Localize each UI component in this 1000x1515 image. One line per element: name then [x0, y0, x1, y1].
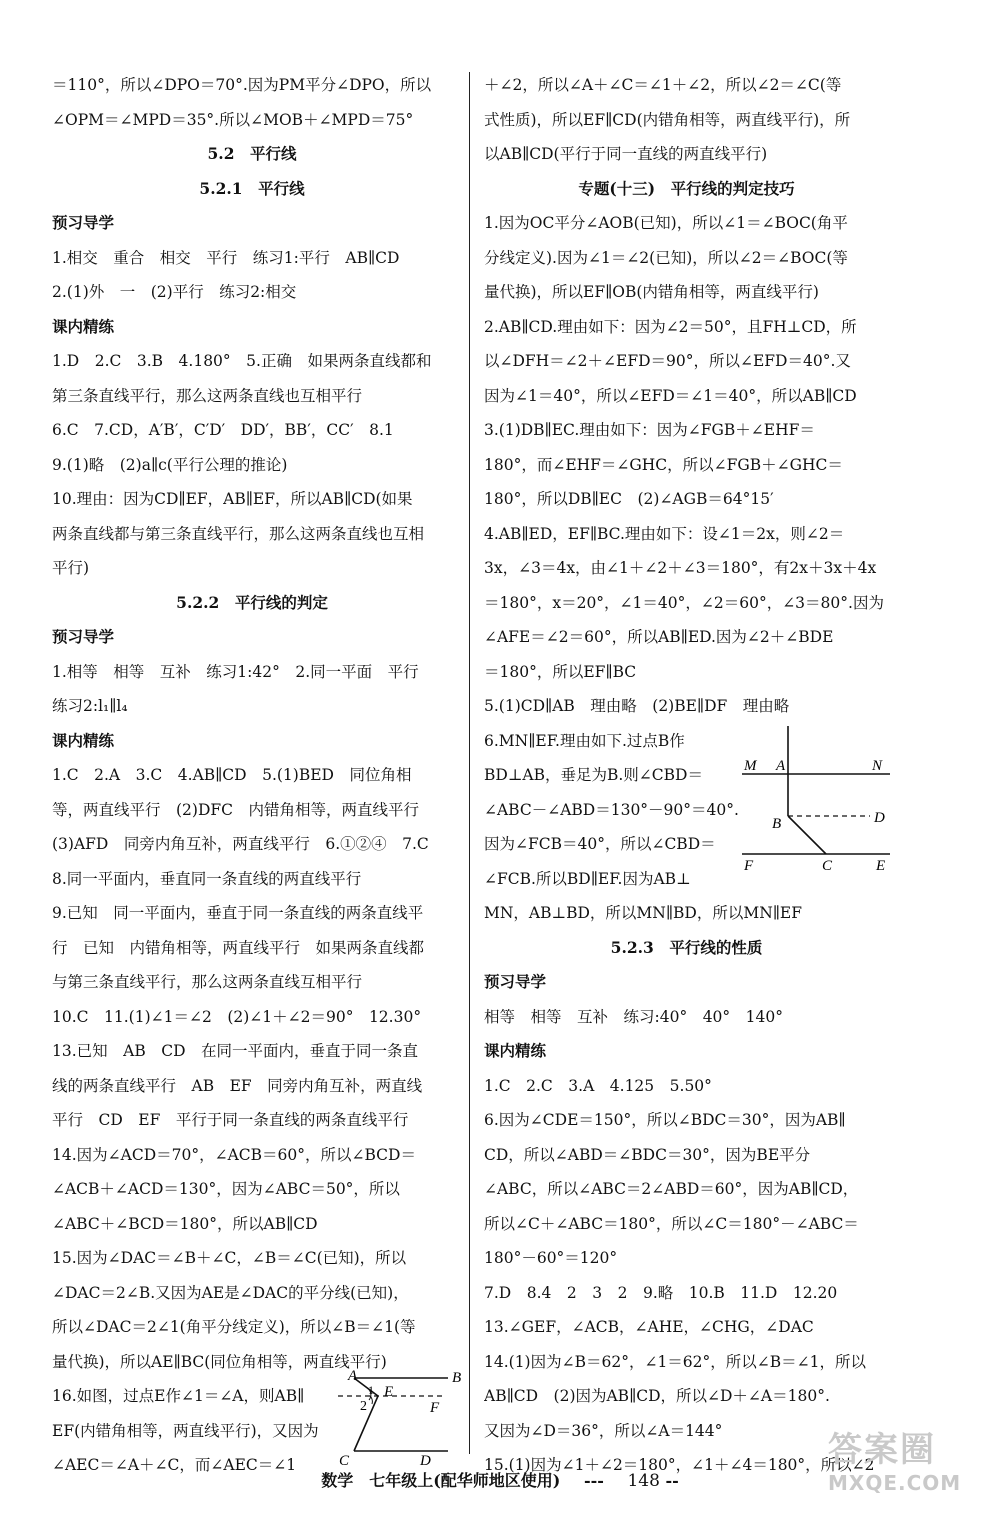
label-N: N	[872, 758, 883, 774]
text-line: 相等 相等 互补 练习:40° 40° 140°	[484, 1007, 784, 1026]
text-line: BD⊥AB，垂足为B.则∠CBD＝	[484, 766, 703, 784]
text-line: 平行 CD EF 平行于同一条直线的两条直线平行	[52, 1111, 409, 1129]
text-line: ∠AEC＝∠A＋∠C，而∠AEC＝∠1	[52, 1456, 297, 1474]
text-line: CD，所以∠ABD＝∠BDC＝30°，因为BE平分	[484, 1145, 811, 1164]
text-line: 2.AB∥CD.理由如下：因为∠2＝50°，且FH⊥CD，所	[484, 317, 857, 336]
text-line: ＝180°，所以EF∥BC	[484, 662, 637, 681]
text-line: 4.AB∥ED，EF∥BC.理由如下：设∠1＝2x，则∠2＝	[484, 524, 845, 543]
text-line: 与第三条直线平行，那么这两条直线互相平行	[52, 973, 363, 991]
text-line: 14.(1)因为∠B＝62°，∠1＝62°，所以∠B＝∠1，所以	[484, 1352, 867, 1371]
subsection-heading: 课内精练	[52, 316, 115, 336]
text-line: 量代换)，所以EF∥OB(内错角相等，两直线平行)	[484, 283, 819, 301]
text-line: 9.(1)略 (2)a∥c(平行公理的推论)	[52, 455, 288, 474]
text-line: ＋∠2，所以∠A＋∠C＝∠1＋∠2，所以∠2＝∠C(等	[484, 76, 842, 94]
text-line: 1.因为OC平分∠AOB(已知)，所以∠1＝∠BOC(角平	[484, 214, 848, 232]
figure-q16	[336, 1368, 466, 1468]
text-line: 3.(1)DB∥EC.理由如下：因为∠FGB＋∠EHF＝	[484, 421, 815, 439]
label-2: 2	[360, 1399, 367, 1414]
text-line: 6.MN∥EF.理由如下.过点B作	[484, 731, 685, 750]
text-line: 9.已知 同一平面内，垂直于同一条直线的两条直线平	[52, 904, 424, 922]
label-M: M	[744, 758, 757, 774]
label-D: D	[420, 1453, 431, 1468]
label-C: C	[822, 858, 833, 874]
text-line: 式性质)，所以EF∥CD(内错角相等，两直线平行)，所	[484, 110, 851, 129]
subsection-heading: 课内精练	[52, 730, 115, 750]
text-line: 1.C 2.A 3.C 4.AB∥CD 5.(1)BED 同位角相	[52, 766, 412, 784]
text-line: 13.已知 AB CD 在同一平面内，垂直于同一条直	[52, 1042, 419, 1060]
watermark-brand: 答案圈	[828, 1430, 936, 1470]
footer-dash-right: --	[665, 1471, 679, 1490]
text-line: 8.同一平面内，垂直同一条直线的两直线平行	[52, 869, 362, 888]
text-line: 180°，所以DB∥EC (2)∠AGB＝64°15′	[484, 490, 774, 508]
text-line: ＝110°，所以∠DPO＝70°.因为PM平分∠DPO，所以	[52, 76, 432, 94]
text-line: ∠ACB＋∠ACD＝130°，因为∠ABC＝50°，所以	[52, 1180, 400, 1198]
text-line: 6.C 7.CD，A′B′，C′D′ DD′，BB′，CC′ 8.1	[52, 421, 394, 439]
text-line: ∠ABC－∠ABD＝130°－90°＝40°.	[484, 800, 739, 819]
text-line: MN，AB⊥BD，所以MN∥BD，所以MN∥EF	[484, 904, 802, 922]
label-F: F	[430, 1400, 440, 1416]
footer-dash: ---	[583, 1471, 604, 1490]
text-line: 又因为∠D＝36°，所以∠A＝144°	[484, 1421, 723, 1440]
text-line: 1.C 2.C 3.A 4.125 5.50°	[484, 1076, 712, 1095]
label-C: C	[339, 1453, 350, 1468]
text-line: 3x，∠3＝4x，由∠1＋∠2＋∠3＝180°，有2x＋3x＋4x	[484, 559, 877, 577]
text-line: 15.因为∠DAC＝∠B＋∠C，∠B＝∠C(已知)，所以	[52, 1249, 407, 1267]
label-F: F	[744, 858, 754, 874]
section-heading: 5.2.2 平行线的判定	[176, 592, 328, 612]
text-line: 15.(1)因为∠1＋∠2＝180°，∠1＋∠4＝180°，所以∠2	[484, 1456, 875, 1474]
text-line: 180°－60°＝120°	[484, 1249, 618, 1267]
text-line: 14.因为∠ACD＝70°，∠ACB＝60°，所以∠BCD＝	[52, 1145, 416, 1164]
label-A: A	[776, 758, 786, 774]
label-B: B	[452, 1370, 462, 1386]
column-divider	[469, 72, 470, 1454]
text-line: ＝180°，x＝20°，∠1＝40°，∠2＝60°，∠3＝80°.因为	[484, 593, 884, 612]
text-line: ∠ABC，所以∠ABC＝2∠ABD＝60°，因为AB∥CD，	[484, 1180, 859, 1198]
text-line: 练习2:l₁∥l₄	[52, 697, 128, 715]
text-line: 以AB∥CD(平行于同一直线的两直线平行)	[484, 145, 768, 163]
text-line: AB∥CD (2)因为AB∥CD，所以∠D＋∠A＝180°.	[484, 1387, 830, 1405]
subsection-heading: 预习导学	[52, 213, 115, 232]
text-line: 量代换)，所以AE∥BC(同位角相等，两直线平行)	[52, 1352, 387, 1371]
label-E: E	[876, 858, 886, 874]
text-line: 10.理由：因为CD∥EF，AB∥EF，所以AB∥CD(如果	[52, 490, 413, 508]
text-line: (3)AFD 同旁内角互补，两直线平行 6.①②④ 7.C	[52, 835, 429, 853]
text-line: 1.相等 相等 互补 练习1:42° 2.同一平面 平行	[52, 662, 419, 681]
text-line: 5.(1)CD∥AB 理由略 (2)BE∥DF 理由略	[484, 697, 790, 715]
text-line: 分线定义).因为∠1＝∠2(已知)，所以∠2＝∠BOC(等	[484, 248, 848, 267]
text-line: 因为∠FCB＝40°，所以∠CBD＝	[484, 835, 716, 853]
text-line: 行 已知 内错角相等，两直线平行 如果两条直线都	[52, 938, 425, 957]
text-line: 第三条直线平行，那么这两条直线也互相平行	[52, 386, 363, 405]
text-line: 6.因为∠CDE＝150°，所以∠BDC＝30°，因为AB∥	[484, 1111, 846, 1129]
subsection-heading: 预习导学	[484, 972, 547, 991]
text-line: 平行)	[52, 559, 90, 577]
text-line: 线的两条直线平行 AB EF 同旁内角互补，两直线	[52, 1076, 423, 1095]
text-line: 180°，而∠EHF＝∠GHC，所以∠FGB＋∠GHC＝	[484, 455, 843, 474]
label-D: D	[874, 810, 885, 826]
text-line: 10.C 11.(1)∠1＝∠2 (2)∠1＋∠2＝90° 12.30°	[52, 1007, 422, 1026]
label-1: 1	[368, 1383, 374, 1397]
section-heading: 5.2 平行线	[207, 144, 297, 163]
section-heading: 专题(十三) 平行线的判定技巧	[578, 178, 795, 198]
text-line: ∠FCB.所以BD∥EF.因为AB⊥	[484, 869, 691, 888]
text-line: 7.D 8.4 2 3 2 9.略 10.B 11.D 12.20	[484, 1283, 838, 1302]
text-line: 所以∠C＋∠ABC＝180°，所以∠C＝180°－∠ABC＝	[484, 1214, 859, 1233]
label-A: A	[348, 1368, 358, 1384]
text-line: ∠AFE＝∠2＝60°，所以AB∥ED.因为∠2＋∠BDE	[484, 628, 834, 646]
section-heading: 5.2.1 平行线	[199, 178, 305, 198]
subsection-heading: 课内精练	[484, 1041, 547, 1060]
label-B: B	[772, 816, 782, 832]
text-line: 16.如图，过点E作∠1＝∠A，则AB∥	[52, 1387, 305, 1405]
watermark	[828, 1422, 978, 1502]
figure-q6	[738, 722, 894, 874]
text-line: 两条直线都与第三条直线平行，那么这两条直线也互相	[52, 524, 425, 543]
text-line: ∠OPM＝∠MPD＝35°.所以∠MOB＋∠MPD＝75°	[52, 110, 414, 129]
footer-subject: 数学 七年级上(配华师地区使用)	[321, 1471, 561, 1490]
text-line: 以∠DFH＝∠2＋∠EFD＝90°，所以∠EFD＝40°.又	[484, 352, 851, 370]
text-line: 因为∠1＝40°，所以∠EFD＝∠1＝40°，所以AB∥CD	[484, 386, 857, 405]
text-line: 1.相交 重合 相交 平行 练习1:平行 AB∥CD	[52, 248, 400, 267]
text-line: 所以∠DAC＝2∠1(角平分线定义)，所以∠B＝∠1(等	[52, 1318, 416, 1336]
text-line: 2.(1)外 一 (2)平行 练习2:相交	[52, 283, 297, 301]
text-line: ∠DAC＝2∠B.又因为AE是∠DAC的平分线(已知)，	[52, 1283, 409, 1302]
text-line: 13.∠GEF，∠ACB，∠AHE，∠CHG，∠DAC	[484, 1318, 814, 1336]
text-line: ∠ABC＋∠BCD＝180°，所以AB∥CD	[52, 1214, 318, 1233]
subsection-heading: 预习导学	[52, 627, 115, 646]
watermark-url: MXQE.COM	[828, 1471, 962, 1495]
text-line: 等，两直线平行 (2)DFC 内错角相等，两直线平行	[52, 800, 419, 819]
label-E: E	[384, 1384, 394, 1400]
left-column	[52, 68, 452, 1483]
page-number: 148	[627, 1471, 660, 1491]
section-heading: 5.2.3 平行线的性质	[610, 937, 763, 957]
text-line: 1.D 2.C 3.B 4.180° 5.正确 如果两条直线都和	[52, 352, 432, 370]
text-line: EF(内错角相等，两直线平行)，又因为	[52, 1421, 319, 1440]
